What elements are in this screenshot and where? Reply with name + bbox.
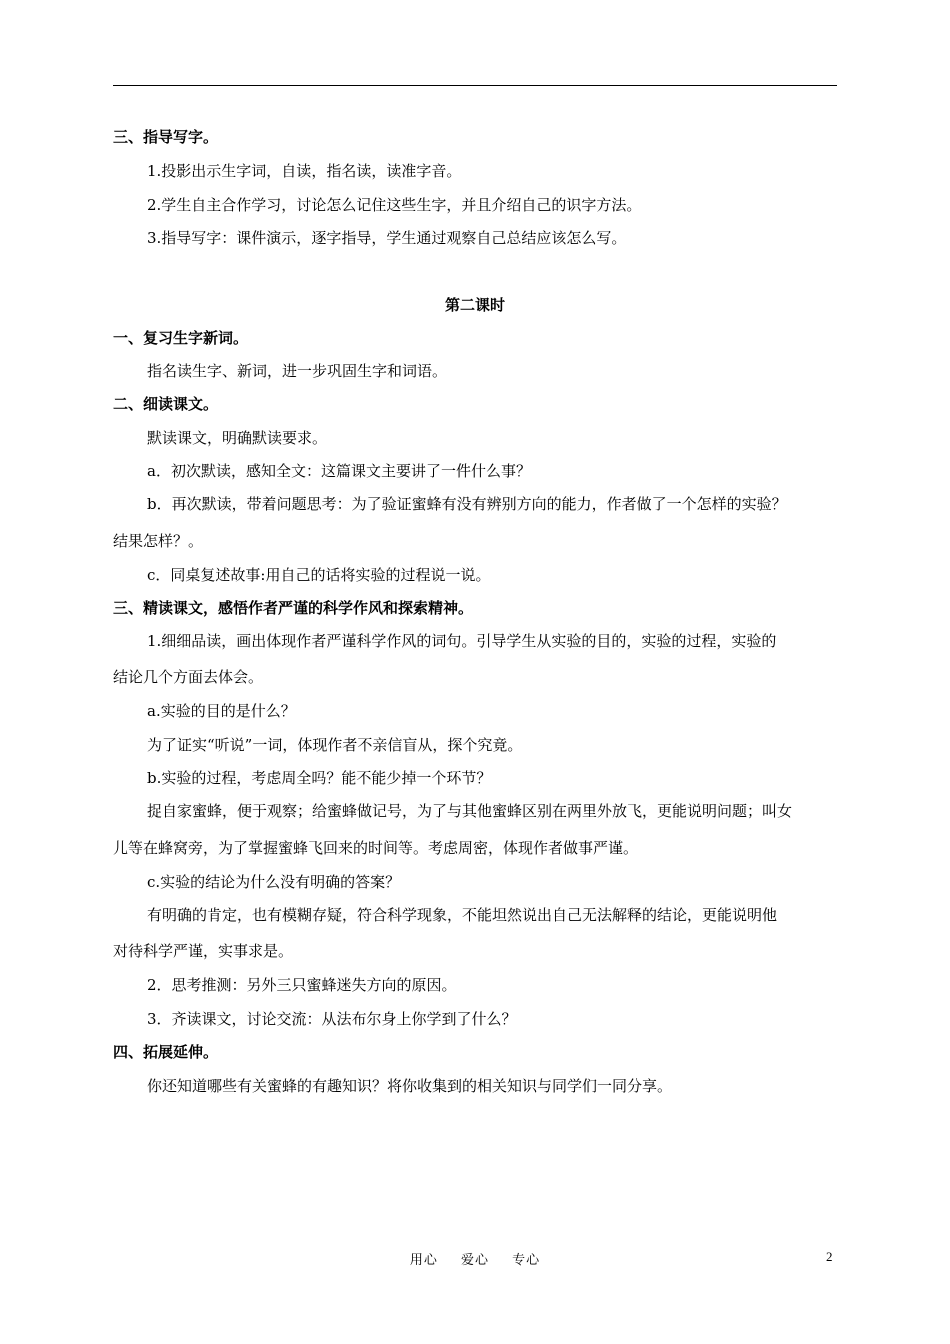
footer-word: 专心 bbox=[512, 1253, 541, 1268]
section-heading: 三、指导写字。 bbox=[113, 128, 219, 146]
section-heading: 一、复习生字新词。 bbox=[113, 329, 249, 347]
paragraph: 结论几个方面去体会。 bbox=[113, 668, 264, 686]
footer-slogan bbox=[0, 1249, 950, 1268]
header-rule bbox=[113, 85, 837, 86]
paragraph: 2.学生自主合作学习，讨论怎么记住这些生字，并且介绍自己的识字方法。 bbox=[147, 196, 642, 214]
paragraph: c．同桌复述故事:用自己的话将实验的过程说一说。 bbox=[147, 566, 491, 584]
paragraph: b．再次默读，带着问题思考：为了验证蜜蜂有没有辨别方向的能力，作者做了一个怎样的实验？ bbox=[147, 495, 787, 513]
paragraph: 对待科学严谨，实事求是。 bbox=[113, 942, 294, 960]
section-heading: 四、拓展延伸。 bbox=[113, 1043, 219, 1061]
paragraph: 2．思考推测：另外三只蜜蜂迷失方向的原因。 bbox=[147, 976, 457, 994]
paragraph: 有明确的肯定，也有模糊存疑，符合科学现象，不能坦然说出自己无法解释的结论，更能说明他 bbox=[147, 906, 778, 924]
paragraph: 捉自家蜜蜂，便于观察；给蜜蜂做记号，为了与其他蜜蜂区别在两里外放飞，更能说明问题；叫女 bbox=[147, 802, 793, 820]
paragraph: 儿等在蜂窝旁，为了掌握蜜蜂飞回来的时间等。考虑周密，体现作者做事严谨。 bbox=[113, 839, 639, 857]
paragraph: 默读课文，明确默读要求。 bbox=[147, 429, 328, 447]
section-heading: 二、细读课文。 bbox=[113, 395, 219, 413]
footer-word: 用心 bbox=[409, 1253, 438, 1268]
section-heading: 三、精读课文，感悟作者严谨的科学作风和探索精神。 bbox=[113, 599, 474, 617]
paragraph: 为了证实“听说”一词，体现作者不亲信盲从，探个究竟。 bbox=[147, 736, 523, 754]
paragraph: c.实验的结论为什么没有明确的答案？ bbox=[147, 873, 401, 891]
paragraph: 结果怎样？。 bbox=[113, 532, 204, 550]
paragraph: 1.投影出示生字词，自读，指名读，读准字音。 bbox=[147, 162, 462, 180]
paragraph: 指名读生字、新词，进一步巩固生字和词语。 bbox=[147, 362, 448, 380]
paragraph: b.实验的过程，考虑周全吗？能不能少掉一个环节？ bbox=[147, 769, 492, 787]
paragraph: 3．齐读课文，讨论交流：从法布尔身上你学到了什么？ bbox=[147, 1010, 517, 1028]
paragraph: 3.指导写字：课件演示，逐字指导，学生通过观察自己总结应该怎么写。 bbox=[147, 229, 627, 247]
footer-word: 爱心 bbox=[460, 1253, 489, 1268]
paragraph: a．初次默读，感知全文：这篇课文主要讲了一件什么事？ bbox=[147, 462, 531, 480]
paragraph: 1.细细品读，画出体现作者严谨科学作风的词句。引导学生从实验的目的，实验的过程，实验的 bbox=[147, 632, 777, 650]
page-number: 2 bbox=[826, 1249, 833, 1264]
lesson-title: 第二课时 bbox=[444, 296, 505, 314]
paragraph: 你还知道哪些有关蜜蜂的有趣知识？将你收集到的相关知识与同学们一同分享。 bbox=[147, 1077, 673, 1095]
paragraph: a.实验的目的是什么？ bbox=[147, 702, 296, 720]
